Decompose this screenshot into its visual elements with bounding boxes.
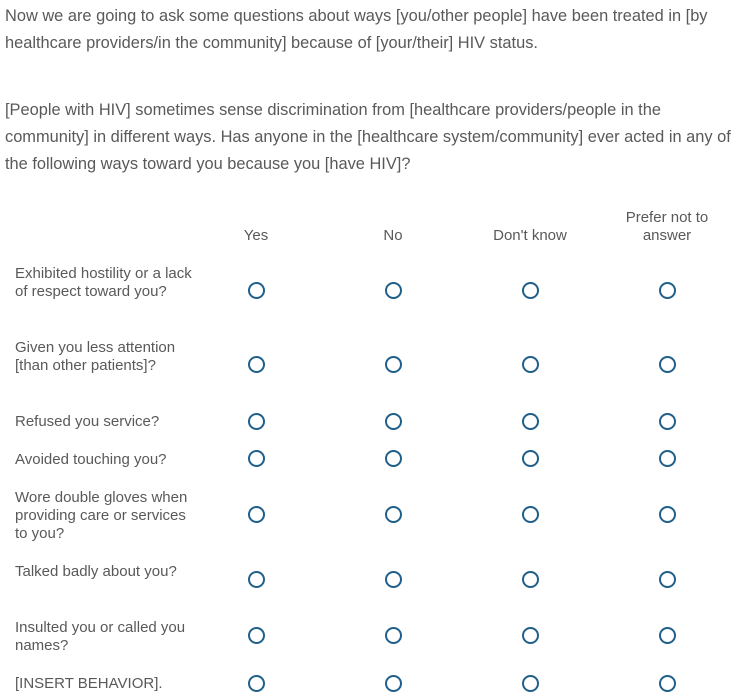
question-text: [People with HIV] sometimes sense discrimination from [healthcare providers/people in the community] in different ways. Has anyone in the [healthcare system/community] ever acted in any of the following ways toward you because you [have HIV]? — [5, 101, 731, 173]
radio-dont-know[interactable] — [522, 282, 539, 299]
row-label: Exhibited hostility or a lack of respect toward you? — [15, 265, 192, 300]
radio-no[interactable] — [385, 282, 402, 299]
radio-yes[interactable] — [248, 627, 265, 644]
radio-yes[interactable] — [248, 506, 265, 523]
radio-no[interactable] — [385, 450, 402, 467]
radio-prefer-not[interactable] — [659, 413, 676, 430]
radio-no[interactable] — [385, 356, 402, 373]
column-header-prefer-not: Prefer not to answer — [625, 209, 709, 244]
radio-dont-know[interactable] — [522, 627, 539, 644]
radio-yes[interactable] — [248, 282, 265, 299]
radio-prefer-not[interactable] — [659, 356, 676, 373]
radio-yes[interactable] — [248, 356, 265, 373]
radio-no[interactable] — [385, 506, 402, 523]
radio-no[interactable] — [385, 627, 402, 644]
radio-prefer-not[interactable] — [659, 627, 676, 644]
radio-no[interactable] — [385, 675, 402, 692]
intro-text: Now we are going to ask some questions about ways [you/other people] have been treated in [by healthcare providers/in the community] because of [your/their] HIV status. — [5, 7, 708, 52]
row-label: [INSERT BEHAVIOR]. — [15, 675, 163, 692]
radio-dont-know[interactable] — [522, 571, 539, 588]
row-label: Talked badly about you? — [15, 563, 177, 580]
radio-prefer-not[interactable] — [659, 675, 676, 692]
column-header-dont-know: Don't know — [493, 227, 567, 244]
row-label: Insulted you or called you names? — [15, 619, 186, 654]
radio-prefer-not[interactable] — [659, 450, 676, 467]
radio-prefer-not[interactable] — [659, 571, 676, 588]
radio-dont-know[interactable] — [522, 450, 539, 467]
column-header-yes: Yes — [243, 227, 269, 244]
column-header-no: No — [383, 227, 403, 244]
radio-prefer-not[interactable] — [659, 282, 676, 299]
radio-prefer-not[interactable] — [659, 506, 676, 523]
radio-dont-know[interactable] — [522, 413, 539, 430]
radio-no[interactable] — [385, 413, 402, 430]
radio-dont-know[interactable] — [522, 506, 539, 523]
row-label: Avoided touching you? — [15, 451, 167, 468]
radio-no[interactable] — [385, 571, 402, 588]
row-label: Refused you service? — [15, 413, 160, 430]
radio-dont-know[interactable] — [522, 356, 539, 373]
radio-yes[interactable] — [248, 571, 265, 588]
radio-yes[interactable] — [248, 675, 265, 692]
radio-yes[interactable] — [248, 413, 265, 430]
radio-yes[interactable] — [248, 450, 265, 467]
radio-dont-know[interactable] — [522, 675, 539, 692]
row-label: Wore double gloves when providing care or services to you? — [15, 489, 188, 542]
row-label: Given you less attention [than other patients]? — [15, 339, 176, 374]
